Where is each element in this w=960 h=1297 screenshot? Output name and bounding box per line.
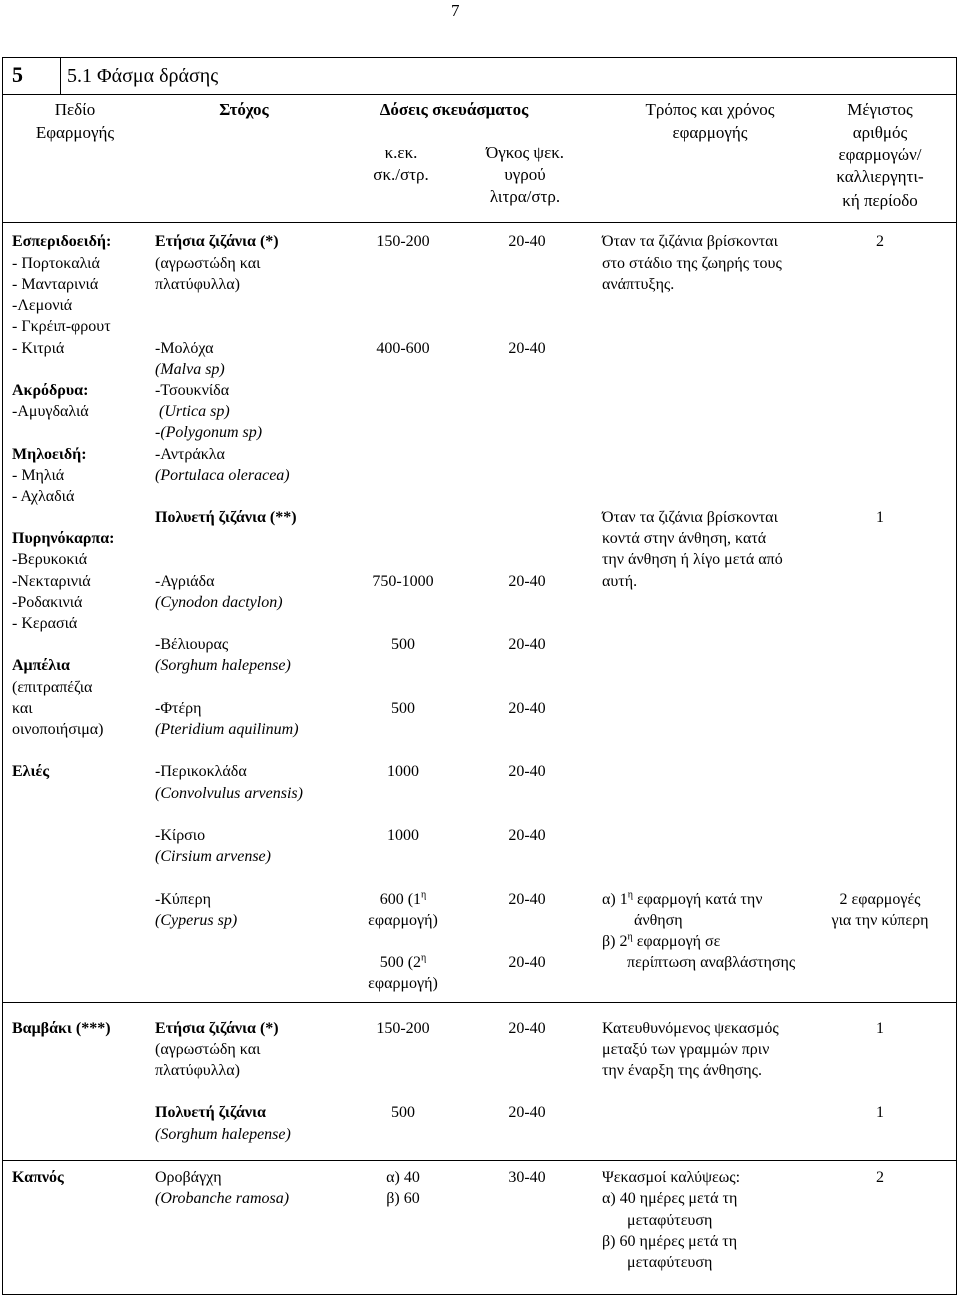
crop-item: οινοποιήσιμα) [12,721,104,738]
volume-value: 20-40 [508,891,546,908]
header-max-applications: αριθμός [852,123,908,142]
volume-value: 20-40 [508,233,546,250]
weed-latin: -(Polygonum sp) [155,424,263,441]
crop-item: -Νεκταρινιά [12,573,91,590]
dose-value: 750-1000 [372,573,434,590]
timing-line: μεταφύτευση [627,1212,713,1229]
ordinal-suffix: η [627,889,633,901]
weed-name: -Αντράκλα [155,446,225,463]
header-spray-volume: υγρού [504,165,546,184]
header-field: Εφαρμογής [35,123,115,142]
target-line: (αγρωστώδη και [155,255,261,272]
weed-latin: (Cynodon dactylon) [155,594,283,611]
header-doses: Δόσεις σκευάσματος [379,100,529,119]
timing-line: περίπτωση αναβλάστησης [627,954,796,971]
timing-line: Κατευθυνόμενος ψεκασμός [602,1020,779,1037]
crop-group-heading: Ελιές [12,763,50,780]
crop-group-heading: Εσπεριδοειδή: [12,233,112,250]
crop-group-heading: Καπνός [12,1169,64,1186]
timing-line: β) 60 ημέρες μετά τη [602,1233,738,1250]
dose-value: 500 [391,1104,415,1121]
timing-line: άνθηση [634,912,683,929]
dose-value [333,952,473,973]
dose-label: εφαρμογή) [368,975,438,992]
weed-name: -Βέλιουρας [155,636,229,653]
header-method: εφαρμογής [672,123,748,142]
target-heading: Πολυετή ζιζάνια (**) [155,509,297,526]
timing-prefix: β) 2 [602,933,628,950]
weed-name: -Κίρσιο [155,827,206,844]
crop-item: - Κιτριά [12,340,65,357]
weed-latin: (Urtica sp) [155,403,230,420]
timing-prefix: α) 1 [602,891,628,908]
max-applications: 2 εφαρμογές [839,891,921,908]
crop-group-heading: Αμπέλια [12,657,70,674]
header-max-applications: Μέγιστος [847,100,913,119]
crop-item: -Ροδακινιά [12,594,83,611]
ordinal-suffix: η [421,952,427,964]
weed-latin: (Convolvulus arvensis) [155,785,303,802]
weed-latin: (Portulaca oleracea) [155,467,290,484]
weed-latin: (Malva sp) [155,361,225,378]
header-target: Στόχος [219,100,269,119]
timing-line: ανάπτυξης. [602,276,675,293]
crop-group-heading: Βαμβάκι (***) [12,1020,111,1037]
timing-line: κοντά στην άνθηση, κατά [602,530,767,547]
weed-latin: (Orobanche ramosa) [155,1190,290,1207]
max-applications: 1 [876,1020,884,1037]
weed-name: -Τσουκνίδα [155,382,230,399]
timing-line: Ψεκασμοί καλύψεως: [602,1169,741,1186]
target-line: πλατύφυλλα) [155,1062,240,1079]
crop-item: -Λεμονιά [12,297,73,314]
volume-value: 20-40 [508,573,546,590]
ordinal-suffix: η [421,889,427,901]
weed-name: -Αγριάδα [155,573,215,590]
page-number: 7 [451,1,460,20]
volume-value: 20-40 [508,700,546,717]
timing-line: Όταν τα ζιζάνια βρίσκονται [602,233,778,250]
header-max-applications: εφαρμογών/ [838,145,922,164]
dose-value: α) 40 [386,1169,420,1186]
weed-name: -Περικοκλάδα [155,763,247,780]
target-heading: Ετήσια ζιζάνια (*) [155,1020,279,1037]
crop-item: -Βερυκοκιά [12,551,88,568]
volume-value: 20-40 [508,340,546,357]
ordinal-suffix: η [627,931,633,943]
section-title: 5.1 Φάσμα δράσης [67,65,219,87]
dose-value: β) 60 [386,1190,420,1207]
timing-text: εφαρμογή σε [632,933,721,950]
timing-line: Όταν τα ζιζάνια βρίσκονται [602,509,778,526]
tobacco-row-divider [2,1160,957,1161]
volume-value: 20-40 [508,1020,546,1037]
weed-latin: (Sorghum halepense) [155,657,291,674]
crop-group-heading: Ακρόδρυα: [12,382,89,399]
crop-item: και [12,700,33,717]
timing-line: την άνθηση ή λίγο μετά από [602,551,783,568]
volume-value: 20-40 [508,1104,546,1121]
crop-item: - Γκρέιπ-φρουτ [12,318,111,335]
volume-value: 20-40 [508,954,546,971]
max-applications: 2 [876,1169,884,1186]
timing-line: α) 40 ημέρες μετά τη [602,1190,738,1207]
volume-value: 20-40 [508,763,546,780]
header-max-applications: κή περίοδο [842,191,918,210]
weed-name: -Κύπερη [155,891,211,908]
weed-name: -Μολόχα [155,340,214,357]
crop-item: - Κερασιά [12,615,78,632]
crop-item: - Μηλιά [12,467,65,484]
target-heading: Ετήσια ζιζάνια (*) [155,233,279,250]
section-number: 5 [12,62,23,87]
dose-value: 1000 [387,763,419,780]
crop-group-heading: Πυρηνόκαρπα: [12,530,115,547]
timing-line [602,889,762,910]
weed-latin: (Pteridium aquilinum) [155,721,299,738]
header-spray-volume: Όγκος ψεκ. [485,143,565,162]
crop-item: - Αχλαδιά [12,488,75,505]
section-row-divider [2,94,957,95]
max-applications: για την κύπερη [831,912,929,929]
timing-line [602,931,720,952]
volume-value: 20-40 [508,827,546,844]
cotton-row-divider [2,1002,957,1003]
crop-item: - Μανταρινιά [12,276,99,293]
weed-name: -Φτέρη [155,700,202,717]
dose-number: 600 (1 [379,891,422,908]
crop-item: -Αμυγδαλιά [12,403,89,420]
volume-value: 30-40 [508,1169,546,1186]
section-number-divider [60,57,61,94]
max-applications: 1 [876,509,884,526]
timing-line: στο στάδιο της ζωηρής τους [602,255,782,272]
volume-value: 20-40 [508,636,546,653]
weed-name: Οροβάγχη [155,1169,222,1186]
dose-value: 500 [391,700,415,717]
timing-line: την έναρξη της άνθησης. [602,1062,762,1079]
weed-latin: (Sorghum halepense) [155,1126,291,1143]
dose-value: 150-200 [376,233,430,250]
header-method: Τρόπος και χρόνος [645,100,775,119]
dose-value: 150-200 [376,1020,430,1037]
dose-value: 1000 [387,827,419,844]
header-field: Πεδίο [54,100,96,119]
dose-value [333,889,473,910]
crop-item: - Πορτοκαλιά [12,255,100,272]
target-line: πλατύφυλλα) [155,276,240,293]
crop-item: (επιτραπέζια [12,679,93,696]
timing-line: μεταφύτευση [627,1254,713,1271]
dose-value: 500 [391,636,415,653]
weed-latin: (Cyperus sp) [155,912,238,929]
max-applications: 2 [876,233,884,250]
header-max-applications: καλλιεργητι- [836,167,924,186]
timing-text: εφαρμογή κατά την [632,891,763,908]
target-heading: Πολυετή ζιζάνια [155,1104,266,1121]
crop-group-heading: Μηλοειδή: [12,446,87,463]
timing-line: μεταξύ των γραμμών πριν [602,1041,770,1058]
header-dose-unit: κ.εκ. [384,143,418,162]
max-applications: 1 [876,1104,884,1121]
header-spray-volume: λιτρα/στρ. [489,187,561,206]
weed-latin: (Cirsium arvense) [155,848,271,865]
dose-label: εφαρμογή) [368,912,438,929]
target-line: (αγρωστώδη και [155,1041,261,1058]
dose-value: 400-600 [376,340,430,357]
header-row-divider [2,222,957,223]
timing-line: αυτή. [602,573,638,590]
dose-number: 500 (2 [379,954,422,971]
header-dose-unit: σκ./στρ. [373,165,429,184]
